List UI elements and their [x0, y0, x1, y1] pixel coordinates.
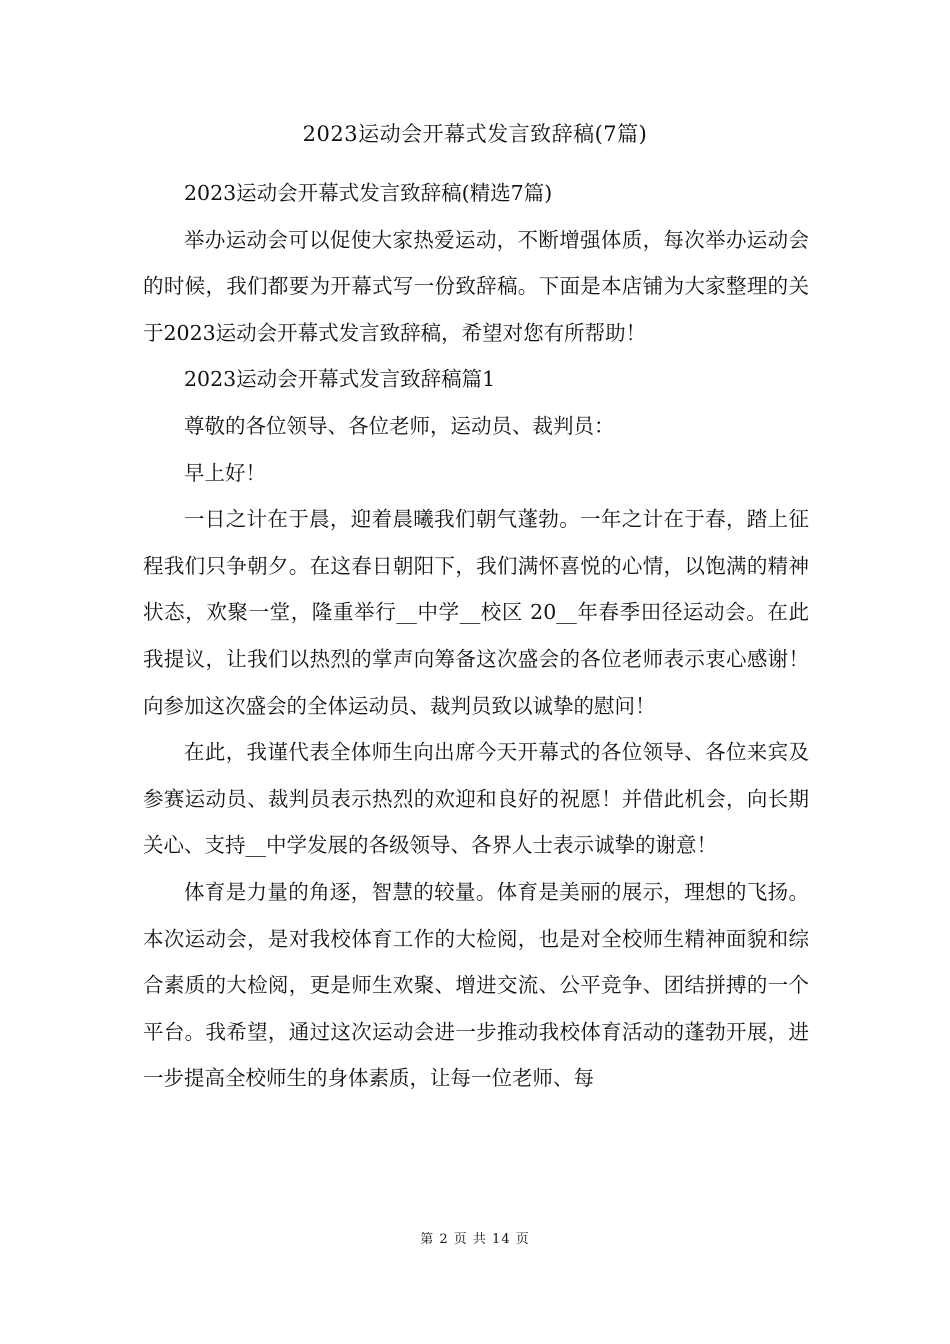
body-paragraph: 体育是力量的角逐，智慧的较量。体育是美丽的展示，理想的飞扬。本次运动会，是对我校体育工作的大检阅，也是对全校师生精神面貌和综合素质的大检阅，更是师生欢聚、增进交流、公平竞争、团结拼搏的一个平台。我希望，通过这次运动会进一步推动我校体育活动的蓬勃开展，进一步提高全校师生的身体素质，让每一位老师、每 — [143, 879, 809, 1091]
document-body — [143, 170, 809, 1102]
body-paragraph: 在此，我谨代表全体师生向出席今天开幕式的各位领导、各位来宾及参赛运动员、裁判员表示热烈的欢迎和良好的祝愿！并借此机会，向长期关心、支持__中学发展的各级领导、各界人士表示诚挚的谢意！ — [143, 740, 809, 858]
document-title: 2023运动会开幕式发言致辞稿(7篇) — [302, 122, 648, 146]
intro-paragraph: 举办运动会可以促使大家热爱运动，不断增强体质，每次举办运动会的时候，我们都要为开幕式写一份致辞稿。下面是本店铺为大家整理的关于2023运动会开幕式发言致辞稿，希望对您有所帮助！ — [143, 227, 809, 345]
page-footer: 第 2 页 共 14 页 — [420, 1232, 530, 1247]
salutation-paragraph: 尊敬的各位领导、各位老师，运动员、裁判员： — [184, 413, 615, 438]
subtitle-paragraph: 2023运动会开幕式发言致辞稿(精选7篇) — [184, 181, 553, 205]
greeting-paragraph: 早上好！ — [184, 460, 266, 485]
body-paragraph: 一日之计在于晨，迎着晨曦我们朝气蓬勃。一年之计在于春，踏上征程我们只争朝夕。在这春日朝阳下，我们满怀喜悦的心情，以饱满的精神状态，欢聚一堂，隆重举行__中学__校区 20__年春季田径运动会。在此我提议，让我们以热烈的掌声向筹备这次盛会的各位老师表示衷心感谢！向参加这次盛会的全体运动员、裁判员致以诚挚的慰问！ — [143, 507, 809, 718]
section-heading: 2023运动会开幕式发言致辞稿篇1 — [184, 367, 496, 392]
